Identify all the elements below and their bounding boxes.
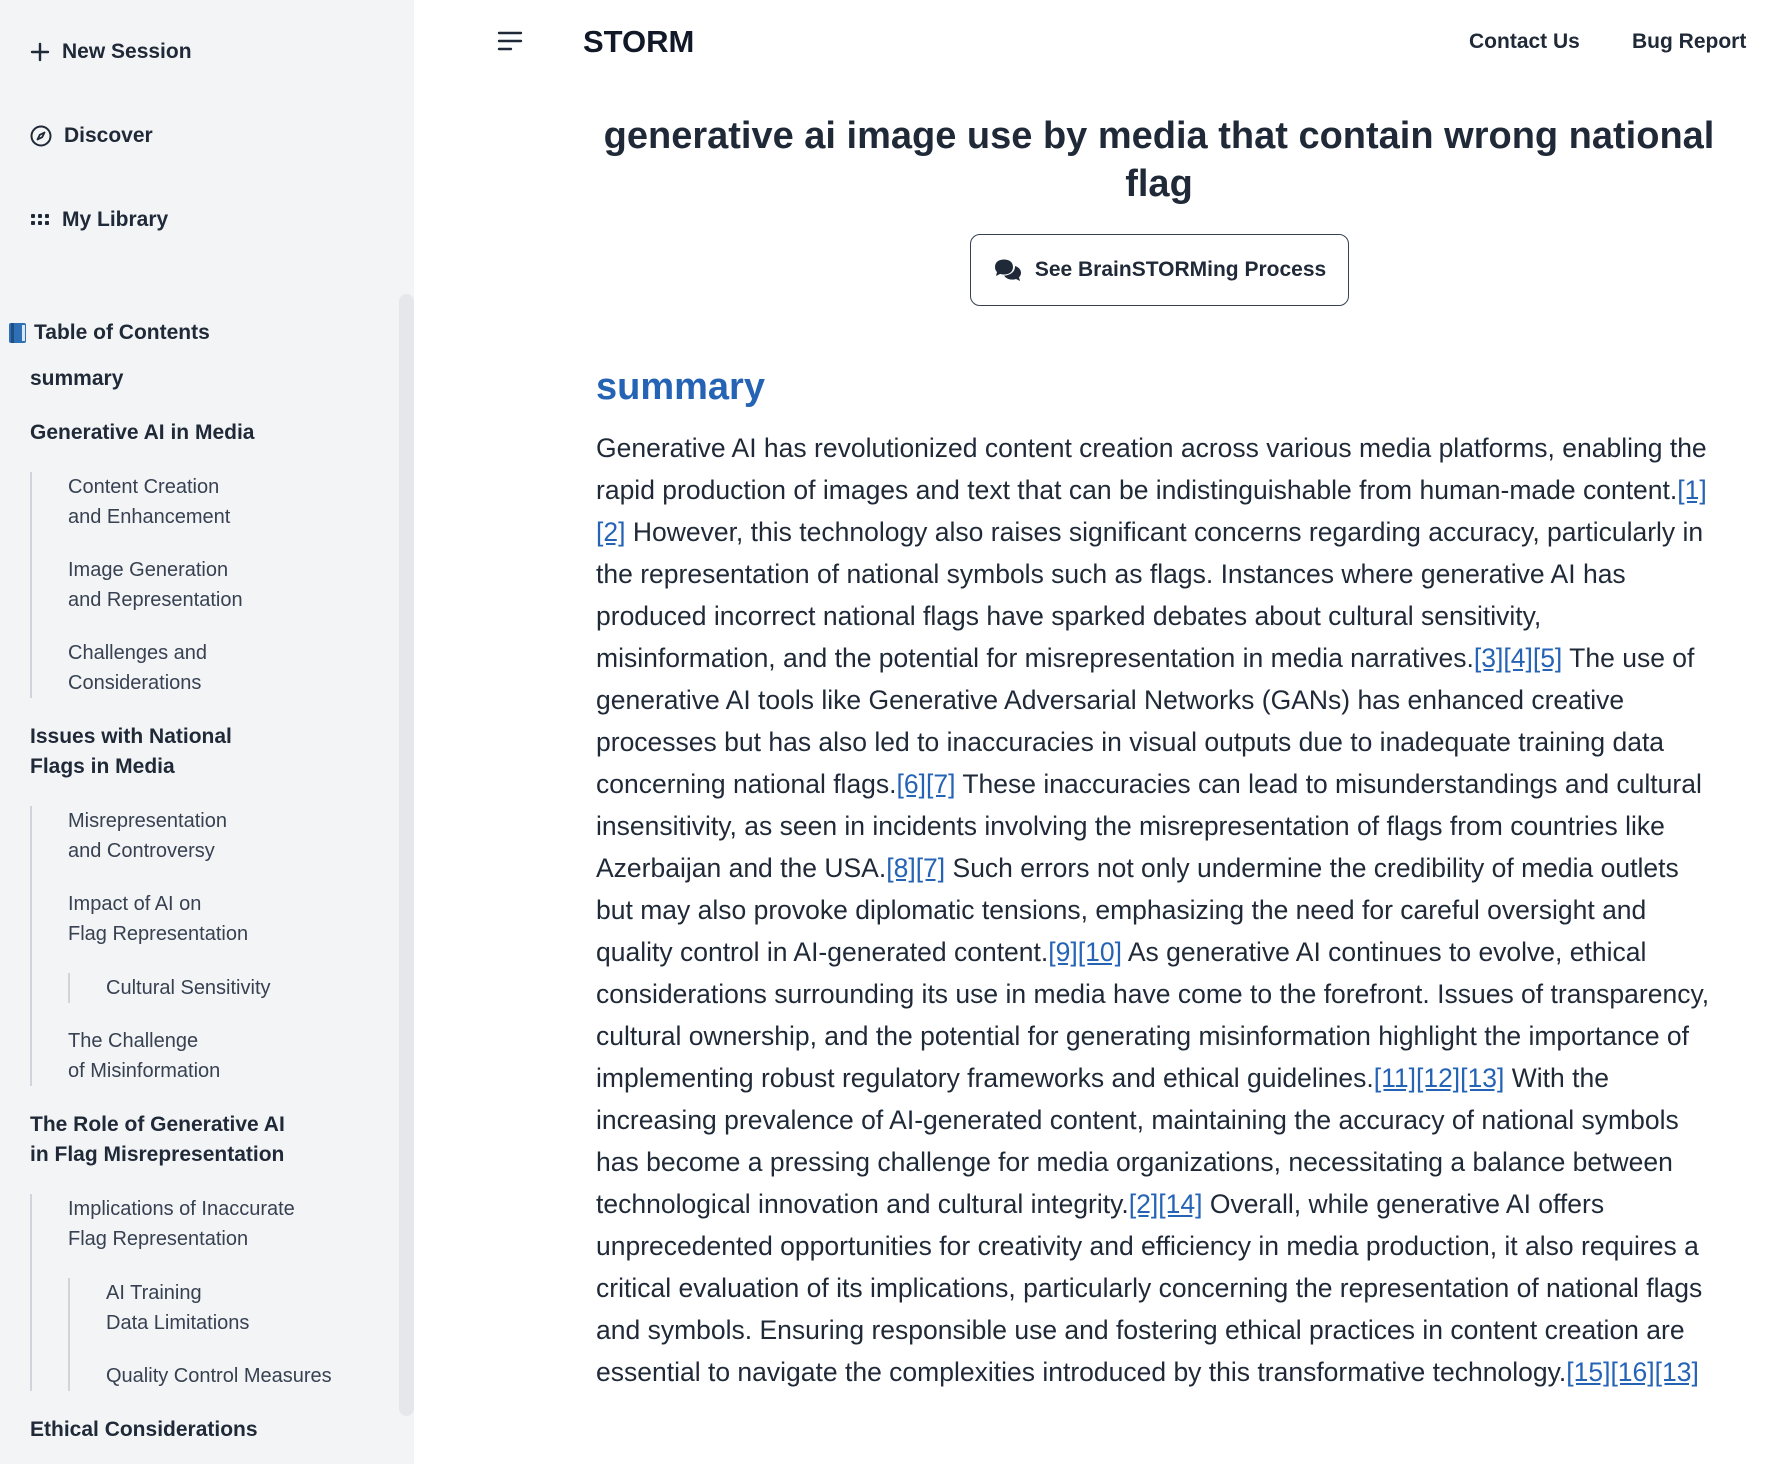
discover-label: Discover bbox=[64, 124, 153, 147]
book-icon bbox=[8, 322, 28, 344]
menu-icon[interactable] bbox=[497, 30, 523, 52]
citation-link[interactable]: [1] bbox=[1677, 475, 1707, 505]
summary-text-segment: The use of generative AI tools like Generative Adversarial Networks (GANs) has enhanced creative processes but has also led to inaccuracies in visual outputs due to inadequate training data concerning national flags. bbox=[596, 643, 1695, 799]
plus-icon bbox=[30, 42, 50, 62]
citation-link[interactable]: [9] bbox=[1048, 937, 1078, 967]
citation-link[interactable]: [13] bbox=[1654, 1357, 1699, 1387]
toc-group-role-of-generative-ai bbox=[30, 1194, 395, 1391]
table-of-contents bbox=[0, 316, 395, 1445]
citation-link[interactable]: [4] bbox=[1503, 643, 1533, 673]
toc-item-label: Flags in Media bbox=[30, 755, 175, 778]
toc-group-generative-ai-in-media bbox=[30, 472, 395, 698]
toc-item-impact-of-ai[interactable] bbox=[32, 889, 395, 949]
toc-title-label: Table of Contents bbox=[34, 321, 210, 344]
toc-item-challenges[interactable] bbox=[32, 638, 395, 698]
section-heading-summary: summary bbox=[596, 366, 765, 408]
toc-item-label: The Role of Generative AI bbox=[30, 1113, 285, 1136]
toc-group-impact-of-ai bbox=[68, 973, 395, 1003]
summary-text-segment: With the increasing prevalence of AI-generated content, maintaining the accuracy of national symbols has become a pressing challenge for media organizations, necessitating a balance between technological innovation and cultural integrity. bbox=[596, 1063, 1679, 1219]
toc-item-label: Generative AI in Media bbox=[30, 421, 255, 444]
toc-title bbox=[0, 316, 395, 350]
toc-item-label: Misrepresentation bbox=[68, 810, 227, 832]
new-session-button[interactable] bbox=[30, 40, 192, 64]
toc-item-issues-with-national-flags[interactable] bbox=[0, 722, 395, 782]
sidebar-scrollbar[interactable] bbox=[399, 294, 414, 1416]
citation-link[interactable]: [10] bbox=[1077, 937, 1122, 967]
chat-bubbles-icon bbox=[993, 258, 1023, 282]
citation-link[interactable]: [12] bbox=[1415, 1063, 1461, 1093]
toc-item-challenge-of-misinformation[interactable] bbox=[32, 1026, 395, 1086]
toc-item-label: The Challenge bbox=[68, 1030, 199, 1052]
toc-item-label: Impact of AI on bbox=[68, 893, 202, 915]
new-session-label: New Session bbox=[62, 40, 192, 63]
toc-item-label: Ethical Considerations bbox=[30, 1418, 258, 1441]
citation-link[interactable]: [5] bbox=[1532, 643, 1563, 673]
toc-item-image-generation[interactable] bbox=[32, 555, 395, 615]
toc-item-misrepresentation[interactable] bbox=[32, 806, 395, 866]
citation-link[interactable]: [2] bbox=[1128, 1189, 1159, 1219]
discover-button[interactable] bbox=[30, 124, 153, 148]
toc-item-label: Content Creation bbox=[68, 476, 220, 498]
toc-item-ethical-considerations[interactable] bbox=[0, 1415, 395, 1445]
my-library-label: My Library bbox=[62, 208, 169, 231]
bug-report-link[interactable]: Bug Report bbox=[1632, 30, 1747, 53]
toc-item-label: Cultural Sensitivity bbox=[106, 977, 271, 999]
citation-link[interactable]: [15] bbox=[1566, 1357, 1611, 1387]
citation-link[interactable]: [2] bbox=[596, 517, 626, 547]
sidebar bbox=[0, 0, 414, 1464]
see-brainstorming-button[interactable] bbox=[970, 234, 1349, 306]
toc-item-content-creation[interactable] bbox=[32, 472, 395, 532]
brand-logo[interactable]: STORM bbox=[583, 24, 695, 59]
citation-link[interactable]: [16] bbox=[1610, 1357, 1655, 1387]
summary-text-segment: Overall, while generative AI offers unprecedented opportunities for creativity and efficiency in media production, it also requires a critical evaluation of its implications, particularly concerning the representation of national flags and symbols. Ensuring responsible use and fostering ethical practices in content creation are essential to navigate the complexities introduced by this transformative technology. bbox=[596, 1189, 1703, 1387]
citation-link[interactable]: [7] bbox=[926, 769, 956, 799]
summary-paragraph bbox=[596, 427, 1722, 1393]
toc-item-label: Challenges and bbox=[68, 642, 207, 664]
toc-item-ai-training-data[interactable] bbox=[70, 1278, 395, 1338]
summary-text-segment: Generative AI has revolutionized content creation across various media platforms, enabling the rapid production of images and text that can be indistinguishable from human-made content. bbox=[596, 433, 1707, 505]
toc-item-label: Data Limitations bbox=[106, 1312, 250, 1334]
toc-item-role-of-generative-ai[interactable] bbox=[0, 1110, 395, 1170]
summary-text-segment: As generative AI continues to evolve, ethical considerations surrounding its use in media have come to the forefront. Issues of transparency, cultural ownership, and the potential for generating misinformation highlight the importance of implementing robust regulatory frameworks and ethical guidelines. bbox=[596, 937, 1710, 1093]
toc-item-label: in Flag Misrepresentation bbox=[30, 1143, 285, 1166]
toc-item-generative-ai-in-media[interactable] bbox=[0, 418, 395, 448]
toc-item-label: Image Generation bbox=[68, 559, 229, 581]
compass-icon bbox=[30, 125, 52, 147]
toc-item-label: and Controversy bbox=[68, 840, 215, 862]
contact-us-link[interactable]: Contact Us bbox=[1469, 30, 1580, 53]
toc-item-label: of Misinformation bbox=[68, 1060, 221, 1082]
grid-icon bbox=[30, 212, 50, 228]
citation-link[interactable]: [8] bbox=[886, 853, 916, 883]
toc-item-label: and Representation bbox=[68, 589, 243, 611]
toc-item-label: Implications of Inaccurate bbox=[68, 1198, 295, 1220]
citation-link[interactable]: [13] bbox=[1460, 1063, 1505, 1093]
toc-item-label: Considerations bbox=[68, 672, 202, 694]
toc-group-implications bbox=[68, 1278, 395, 1391]
citation-link[interactable]: [6] bbox=[896, 769, 927, 799]
toc-item-label: and Enhancement bbox=[68, 506, 231, 528]
summary-text-segment: However, this technology also raises significant concerns regarding accuracy, particularly in the representation of national symbols such as flags. Instances where generative AI has produced incorrect national flags have sparked debates about cultural sensitivity, misinformation, and the potential for misrepresentation in media narratives. bbox=[596, 517, 1704, 673]
summary-text-segment: Such errors not only undermine the credibility of media outlets but may also provoke diplomatic tensions, emphasizing the need for careful oversight and quality control in AI-generated content. bbox=[596, 853, 1679, 967]
toc-item-label: Quality Control Measures bbox=[106, 1365, 332, 1387]
toc-item-quality-control[interactable] bbox=[70, 1361, 395, 1391]
toc-item-label: AI Training bbox=[106, 1282, 202, 1304]
citation-link[interactable]: [14] bbox=[1158, 1189, 1203, 1219]
citation-link[interactable]: [7] bbox=[915, 853, 946, 883]
see-brainstorming-label: See BrainSTORMing Process bbox=[1034, 258, 1327, 281]
toc-item-label: Flag Representation bbox=[68, 1228, 249, 1250]
toc-item-label: summary bbox=[30, 367, 124, 390]
toc-item-implications[interactable] bbox=[32, 1194, 395, 1254]
citation-link[interactable]: [3] bbox=[1473, 643, 1504, 673]
toc-item-label: Flag Representation bbox=[68, 923, 249, 945]
toc-group-issues-with-national-flags bbox=[30, 806, 395, 1086]
summary-text-segment: These inaccuracies can lead to misunderstandings and cultural insensitivity, as seen in incidents involving the misrepresentation of flags from countries like Azerbaijan and the USA. bbox=[596, 769, 1702, 883]
my-library-button[interactable] bbox=[30, 208, 168, 232]
citation-link[interactable]: [11] bbox=[1373, 1063, 1416, 1093]
toc-item-label: Issues with National bbox=[30, 725, 232, 748]
article-title: generative ai image use by media that contain wrong national flag bbox=[603, 115, 1715, 205]
toc-item-summary[interactable] bbox=[0, 364, 395, 394]
toc-item-cultural-sensitivity[interactable] bbox=[70, 973, 395, 1003]
